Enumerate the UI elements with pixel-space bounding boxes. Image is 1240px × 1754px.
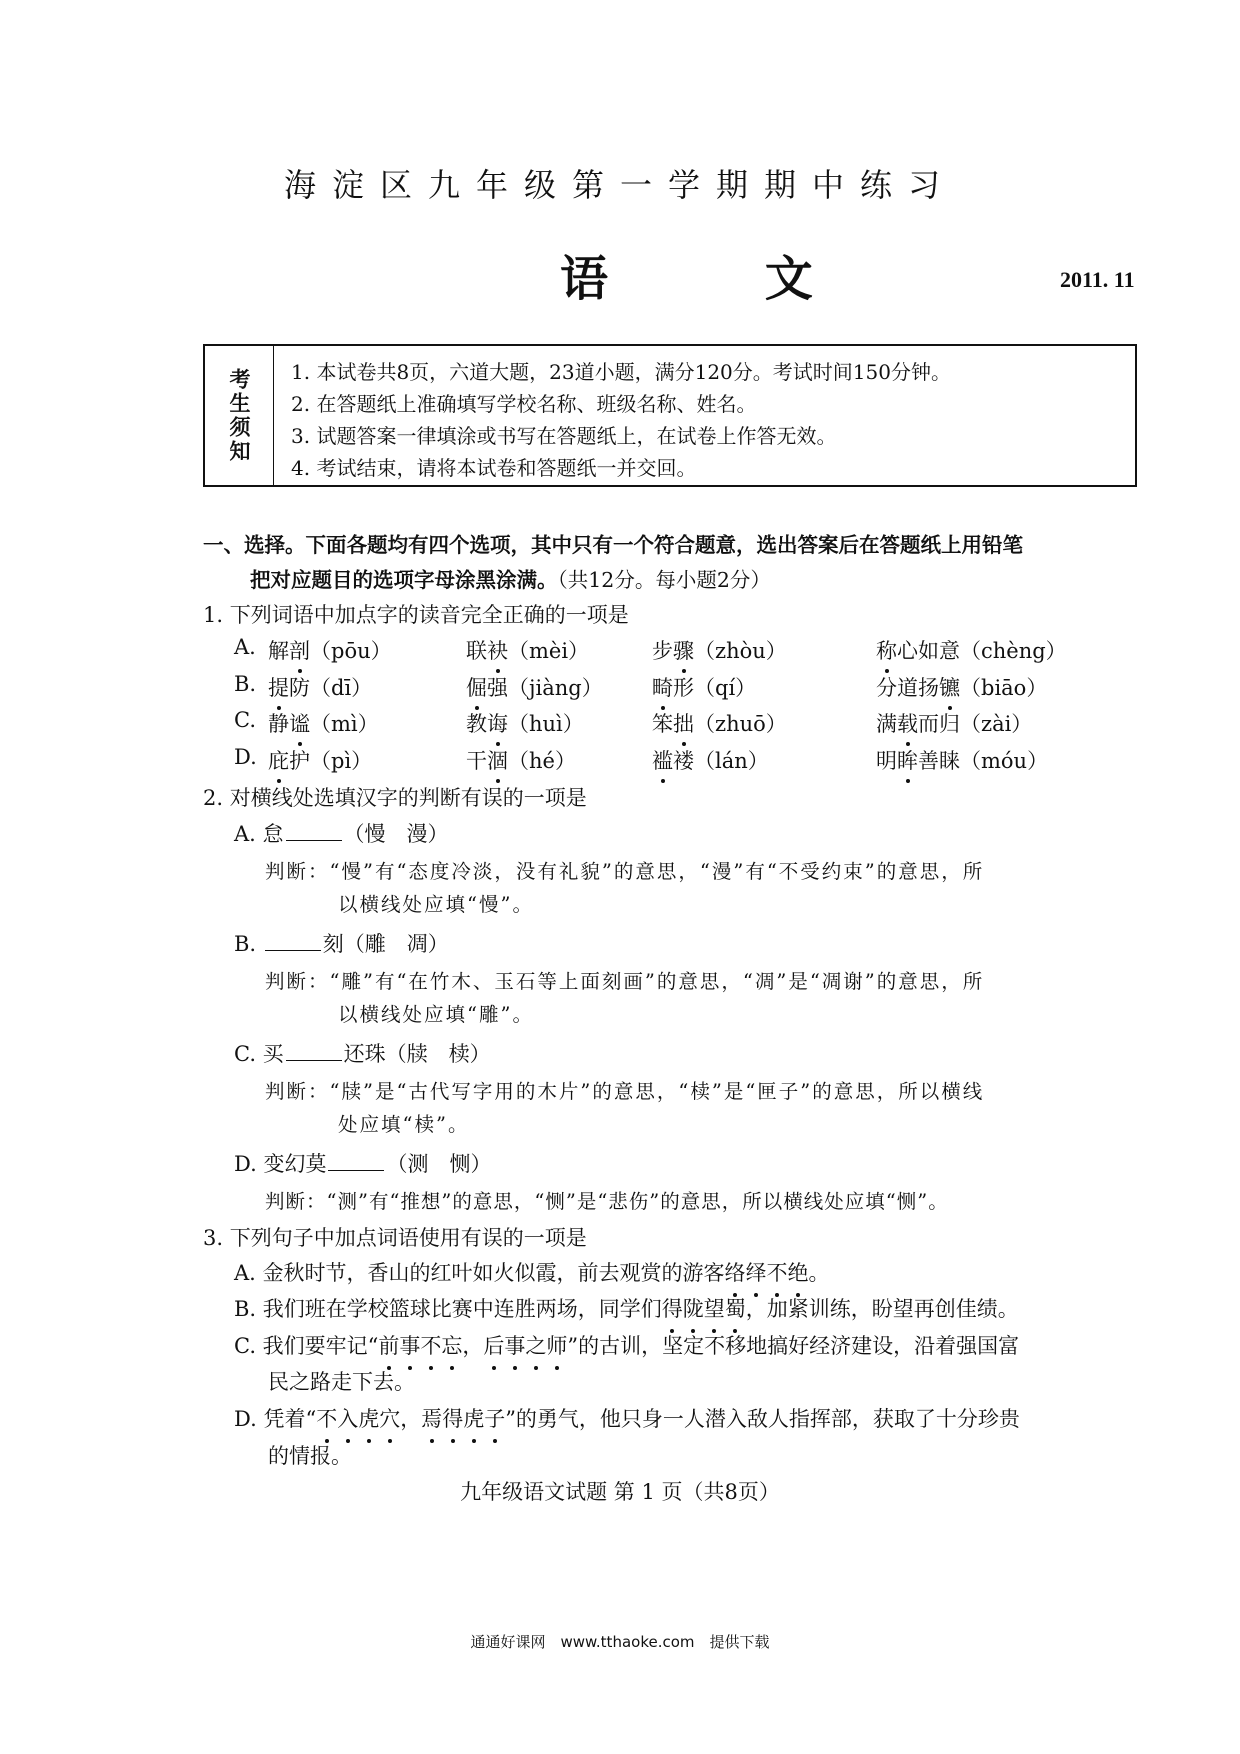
option-b-judgement-line1: 判断：“雕”有“在竹木、玉石等上面刻画”的意思，“凋”是“凋谢”的意思，所 [265, 970, 985, 993]
dotted-char: 褴 [652, 745, 673, 775]
option-a-choices: （慢 漫） [343, 822, 449, 846]
notice-item: 1. 本试卷共8页，六道大题，23道小题，满分120分。考试时间150分钟。 [291, 360, 951, 384]
option-c-judgement-line1: 判断：“牍”是“古代写字用的木片”的意思，“椟”是“匣子”的意思，所以横线 [265, 1080, 985, 1103]
word-part: （hé） [508, 749, 576, 773]
sentence-part: C. 我们要牢记“ [234, 1334, 379, 1358]
sentence-part: D. 凭着“ [234, 1407, 317, 1431]
dotted-char: 谧 [289, 708, 310, 738]
option-a-prefix: A. 怠 [234, 822, 284, 846]
question-3-option-c-line2: 民之路走下去。 [268, 1370, 415, 1394]
option-d-prefix: D. 变幻莫 [234, 1152, 327, 1176]
dotted-char: 事 [504, 1330, 525, 1362]
dotted-char: ， [462, 1334, 484, 1358]
notice-item: 3. 试题答案一律填涂或书写在答题纸上，在试卷上作答无效。 [291, 424, 837, 448]
option-word [466, 708, 584, 738]
subject-title: 语 文 [560, 251, 883, 307]
option-letter: D. [234, 745, 257, 769]
option-word [268, 745, 372, 775]
option-word [876, 635, 1067, 665]
question-2-option-b [234, 928, 449, 960]
dotted-char: 庇 [268, 745, 289, 775]
word-part: 分道扬 [876, 676, 939, 700]
option-letter: B. [234, 672, 257, 696]
dotted-char: 涸 [487, 745, 508, 775]
option-word [268, 672, 372, 702]
question-1-stem: 1. 下列词语中加点字的读音完全正确的一项是 [203, 603, 629, 627]
dotted-char: 提 [268, 672, 289, 702]
question-2-stem: 2. 对横线处选填汉字的判断有误的一项是 [203, 786, 587, 810]
dotted-char: ， [400, 1407, 422, 1431]
question-2-option-c [234, 1038, 491, 1070]
option-word [466, 745, 576, 775]
word-part: 静 [268, 712, 289, 736]
word-part: 满 [876, 712, 897, 736]
dotted-char: 焉 [421, 1403, 442, 1435]
notice-item: 4. 考试结束，请将本试卷和答题纸一并交回。 [291, 456, 697, 480]
option-letter: C. [234, 708, 256, 732]
section-heading-score-note: （共12分。每小题2分） [557, 568, 771, 592]
sentence-part: 。 [808, 1261, 830, 1285]
candidate-notice-box [203, 344, 1137, 487]
dotted-char: 倔 [466, 672, 487, 702]
word-part: 解 [268, 639, 289, 663]
section-heading-instruction: 把对应题目的选项字母涂黑涂满。 [250, 568, 558, 592]
option-word [876, 745, 1048, 775]
dotted-char: 诲 [487, 708, 508, 738]
sentence-part: B. 我们班在学校篮球比赛中连胜两场，同学们 [234, 1297, 662, 1321]
word-part: 步 [652, 639, 673, 663]
exam-date: 2011. 11 [1060, 267, 1135, 292]
option-b-judgement-line2: 以横线处应填“雕”。 [338, 1003, 534, 1026]
dotted-char: 后 [483, 1330, 504, 1362]
option-word [466, 672, 603, 702]
dotted-char: 穴 [379, 1403, 400, 1435]
notice-label: 考生须知 [227, 367, 251, 464]
question-3-option-d [234, 1403, 1020, 1435]
question-3-option-d-line2: 的情报。 [268, 1444, 352, 1468]
word-part: 形（qí） [673, 676, 757, 700]
section-heading-line2 [250, 563, 771, 593]
option-d-judgement-line1: 判断：“测”有“推想”的意思，“恻”是“悲伤”的意思，所以横线处应填“恻”。 [265, 1190, 949, 1213]
word-part: （huì） [508, 712, 584, 736]
notice-item: 2. 在答题纸上准确填写学校名称、班级名称、姓名。 [291, 392, 757, 416]
option-c-judgement-line2: 处应填“椟”。 [338, 1113, 470, 1136]
fill-blank [265, 932, 321, 951]
option-word [652, 635, 787, 665]
word-part: 明 [876, 749, 897, 773]
word-part: （zhòu） [694, 639, 787, 663]
word-part: 强（jiàng） [487, 676, 603, 700]
notice-label-cell [205, 346, 274, 485]
dotted-char: 忘 [441, 1330, 462, 1362]
option-word [876, 672, 1047, 702]
dotted-char: 镳 [939, 672, 960, 702]
option-d-choices: （测 恻） [386, 1152, 492, 1176]
dotted-char: 载 [897, 708, 918, 738]
page-footer: 九年级语文试题 第 1 页（共8页） [460, 1480, 780, 1504]
option-word [876, 708, 1032, 738]
dotted-char: 不 [316, 1403, 337, 1435]
download-credit: 通通好课网 www.tthaoke.com 提供下载 [470, 1633, 770, 1651]
word-part: 防（dī） [289, 676, 373, 700]
dotted-char: 拙 [673, 708, 694, 738]
question-3-option-a [234, 1257, 830, 1289]
sentence-part: ”的古训，坚定不移地搞好经济建设，沿着强国富 [567, 1334, 1020, 1358]
option-c-prefix: C. 买 [234, 1042, 284, 1066]
dotted-char: 得 [442, 1403, 463, 1435]
dotted-char: 绝 [788, 1257, 809, 1289]
option-b-choices: 刻（雕 凋） [322, 932, 449, 956]
dotted-char: 事 [399, 1330, 420, 1362]
word-part: （mì） [310, 712, 379, 736]
word-part: （biāo） [960, 676, 1048, 700]
dotted-char: 子 [484, 1403, 505, 1435]
dotted-char: 不 [420, 1330, 441, 1362]
question-3-option-c [234, 1330, 1019, 1362]
fill-blank [328, 1152, 384, 1171]
word-part: 褛（lán） [673, 749, 769, 773]
option-word [268, 708, 379, 738]
word-part: 笨 [652, 712, 673, 736]
word-part: 护（pì） [289, 749, 373, 773]
word-part: 联 [466, 639, 487, 663]
dotted-char: 蜀 [725, 1293, 746, 1325]
dotted-char: 眸 [897, 745, 918, 775]
fill-blank [286, 1042, 342, 1061]
dotted-char: 入 [337, 1403, 358, 1435]
sentence-part: ，加紧训练，盼望再创佳绩。 [745, 1297, 1019, 1321]
option-a-judgement-line2: 以横线处应填“慢”。 [338, 893, 534, 916]
dotted-char: 骤 [673, 635, 694, 665]
dotted-char: 绎 [746, 1257, 767, 1289]
option-word [466, 635, 589, 665]
word-part: （zhuō） [694, 712, 787, 736]
dotted-char: 虎 [358, 1403, 379, 1435]
dotted-char: 师 [546, 1330, 567, 1362]
section-heading-line1: 一、选择。下面各题均有四个选项，其中只有一个符合题意，选出答案后在答题纸上用铅笔 [203, 533, 1023, 557]
option-b-prefix: B. [234, 932, 257, 956]
notice-list [291, 356, 951, 484]
word-part: （mèi） [508, 639, 590, 663]
option-c-choices: 还珠（牍 椟） [343, 1042, 491, 1066]
sentence-part: A. 金秋时节，香山的红叶如火似霞，前去观赏的游客 [234, 1261, 725, 1285]
word-part: 干 [466, 749, 487, 773]
question-3-stem: 3. 下列句子中加点词语使用有误的一项是 [203, 1226, 587, 1250]
dotted-char: 络 [725, 1257, 746, 1289]
exam-title: 海淀区九年级第一学期期中练习 [283, 166, 956, 204]
question-3-option-b [234, 1293, 1019, 1325]
option-word [652, 672, 756, 702]
dotted-char: 剖 [289, 635, 310, 665]
word-part: （pōu） [310, 639, 392, 663]
dotted-char: 之 [525, 1330, 546, 1362]
dotted-char: 袂 [487, 635, 508, 665]
option-word [652, 745, 769, 775]
dotted-char: 前 [378, 1330, 399, 1362]
dotted-char: 望 [704, 1293, 725, 1325]
word-part: 心如意（chèng） [897, 639, 1067, 663]
dotted-char: 虎 [463, 1403, 484, 1435]
question-2-option-a [234, 818, 449, 850]
question-2-option-d [234, 1148, 491, 1180]
dotted-char: 畸 [652, 672, 673, 702]
word-part: 教 [466, 712, 487, 736]
sentence-part: ”的勇气，他只身一人潜入敌人指挥部，获取了十分珍贵 [505, 1407, 1020, 1431]
dotted-char: 称 [876, 635, 897, 665]
option-word [652, 708, 787, 738]
fill-blank [286, 822, 342, 841]
option-word [268, 635, 392, 665]
dotted-char: 得 [662, 1293, 683, 1325]
option-letter: A. [234, 635, 256, 659]
dotted-char: 陇 [683, 1293, 704, 1325]
dotted-char: 不 [767, 1257, 788, 1289]
option-a-judgement-line1: 判断：“慢”有“态度冷淡，没有礼貌”的意思，“漫”有“不受约束”的意思，所 [265, 860, 985, 883]
word-part: 而归（zài） [918, 712, 1033, 736]
word-part: 善睐（móu） [918, 749, 1049, 773]
